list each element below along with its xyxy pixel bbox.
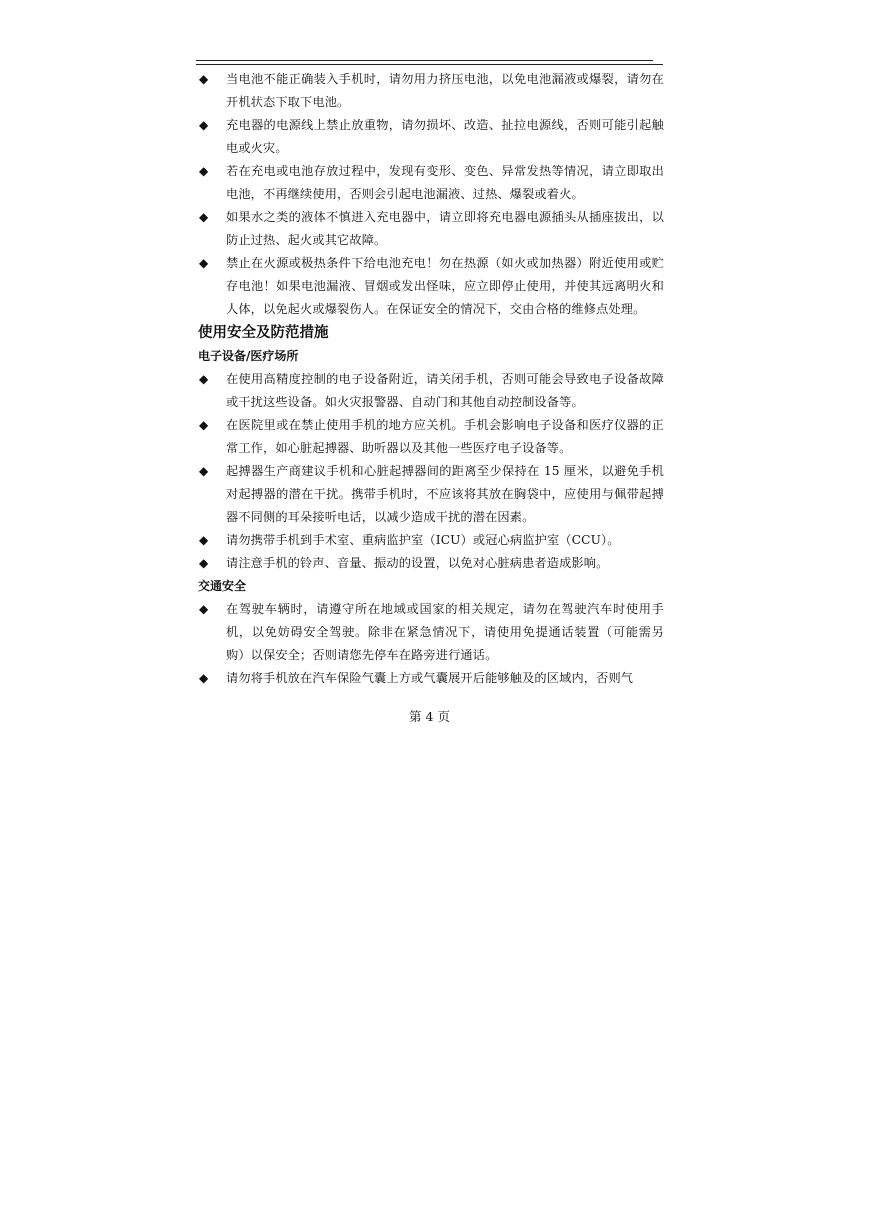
diamond-bullet-icon: ◆: [199, 210, 209, 224]
header-rule-thick: [196, 60, 653, 61]
page-content: [198, 68, 664, 690]
list-item: [198, 252, 664, 321]
list-item-text: 如果水之类的液体不慎进入充电器中，请立即将充电器电源插头从插座拔出，以防止过热、起火或其它故障。: [226, 210, 664, 247]
diamond-bullet-icon: ◆: [199, 533, 209, 547]
list-item-text: 请勿将手机放在汽车保险气囊上方或气囊展开后能够触及的区域内，否则气: [226, 671, 634, 685]
header-rule-thin: [196, 64, 663, 65]
diamond-bullet-icon: ◆: [199, 72, 209, 86]
list-item: [198, 598, 664, 667]
diamond-bullet-icon: ◆: [199, 418, 209, 432]
list-item: [198, 667, 664, 690]
list-item-text: 在医院里或在禁止使用手机的地方应关机。手机会影响电子设备和医疗仪器的正常工作，如心脏起搏器、助听器以及其他一些医疗电子设备等。: [226, 418, 664, 455]
list-item: [198, 552, 664, 575]
list-item-text: 充电器的电源线上禁止放重物，请勿损坏、改造、扯拉电源线，否则可能引起触电或火灾。: [226, 118, 664, 155]
diamond-bullet-icon: ◆: [199, 372, 209, 386]
section-heading: 使用安全及防范措施: [198, 325, 329, 341]
diamond-bullet-icon: ◆: [199, 464, 209, 478]
list-item: [198, 368, 664, 414]
subsection-heading-traffic: 交通安全: [198, 579, 247, 593]
diamond-bullet-icon: ◆: [199, 602, 209, 616]
list-item: [198, 414, 664, 460]
list-item-text: 在驾驶车辆时，请遵守所在地域或国家的相关规定，请勿在驾驶汽车时使用手机，以免妨碍安全驾驶。除非在紧急情况下，请使用免提通话装置（可能需另购）以保安全；否则请您先停车在路旁进行通话。: [226, 602, 664, 662]
list-item: [198, 206, 664, 252]
list-item-text: 禁止在火源或极热条件下给电池充电！勿在热源（如火或加热器）附近使用或贮存电池！如果电池漏液、冒烟或发出怪味，应立即停止使用，并使其远离明火和人体，以免起火或爆裂伤人。在保证安全的情况下，交由合格的维修点处理。: [226, 256, 664, 316]
subsection-heading-electronic: 电子设备/医疗场所: [198, 349, 299, 363]
list-item: [198, 68, 664, 114]
diamond-bullet-icon: ◆: [199, 256, 209, 270]
page-number: 第 4 页: [409, 709, 450, 724]
diamond-bullet-icon: ◆: [199, 118, 209, 132]
diamond-bullet-icon: ◆: [199, 671, 209, 685]
list-item-text: 在使用高精度控制的电子设备附近，请关闭手机，否则可能会导致电子设备故障或干扰这些设备。如火灾报警器、自动门和其他自动控制设备等。: [226, 372, 664, 409]
list-item-text: 起搏器生产商建议手机和心脏起搏器间的距离至少保持在 15 厘米，以避免手机对起搏器的潜在干扰。携带手机时，不应该将其放在胸袋中，应使用与佩带起搏器不同侧的耳朵接听电话，以减少造成干扰的潜在因素。: [226, 464, 664, 524]
list-item-text: 请注意手机的铃声、音量、振动的设置，以免对心脏病患者造成影响。: [226, 556, 609, 570]
list-item: [198, 160, 664, 206]
list-item: [198, 114, 664, 160]
list-item: [198, 529, 664, 552]
diamond-bullet-icon: ◆: [199, 556, 209, 570]
list-item-text: 当电池不能正确装入手机时，请勿用力挤压电池，以免电池漏液或爆裂，请勿在开机状态下取下电池。: [226, 72, 664, 109]
list-item-text: 若在充电或电池存放过程中，发现有变形、变色、异常发热等情况，请立即取出电池，不再继续使用，否则会引起电池漏液、过热、爆裂或着火。: [226, 164, 664, 201]
list-item-text: 请勿携带手机到手术室、重病监护室（ICU）或冠心病监护室（CCU）。: [226, 533, 620, 547]
list-item: [198, 460, 664, 529]
diamond-bullet-icon: ◆: [199, 164, 209, 178]
